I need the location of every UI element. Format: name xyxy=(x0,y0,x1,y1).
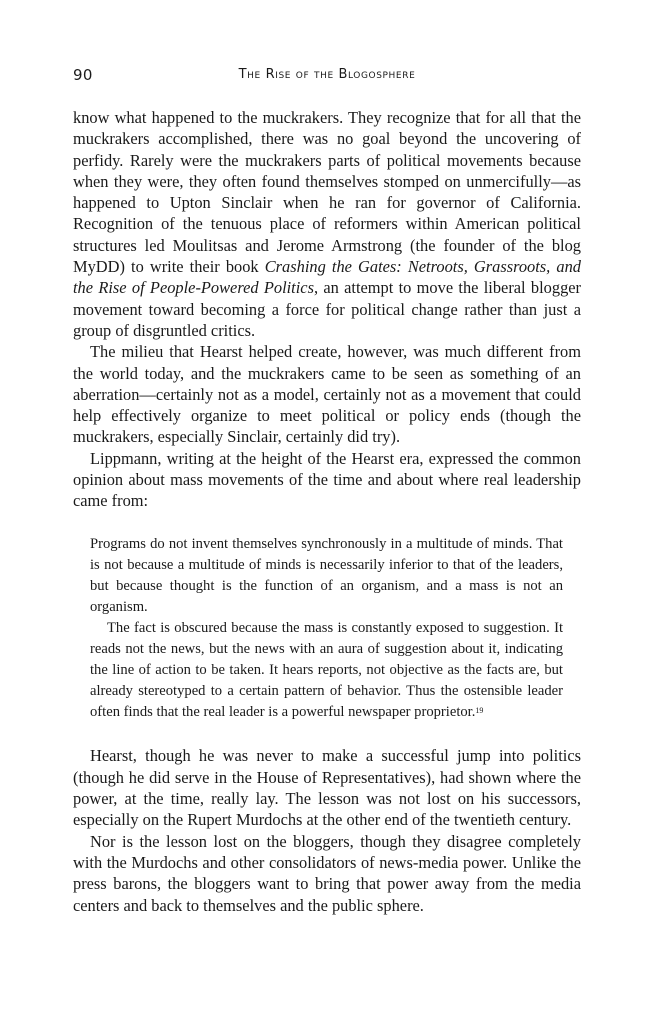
paragraph-1-text-end: , an attempt to move the liberal blogger movement toward becoming a force for political change rather than just a group of disgruntled critics. xyxy=(73,278,581,340)
quote-paragraph-2-text: The fact is obscured because the mass is constantly exposed to suggestion. It reads not the news, but the news with an aura of suggestion about it, indicating the line of action to be taken. It hears reports, not objective as the facts are, but already stereotyped to a certain pattern of behavior. Thus the ostensible leader often finds that the real leader is a powerful newspaper proprietor. xyxy=(90,620,563,721)
paragraph-1 xyxy=(73,107,581,341)
page-number: 90 xyxy=(73,66,93,84)
footnote-marker: 19 xyxy=(475,706,484,716)
paragraph-1-text: know what happened to the muckrakers. They recognize that for all that the muckrakers accomplished, there was no goal beyond the uncovering of perfidy. Rarely were the muckrakers parts of political movements because when they were, they often found themselves stomped on unmercifully—as happened to Upton Sinclair when he ran for governor of California. Recognition of the tenuous place of reformers within American political structures led Moulitsas and Jerome Armstrong (the founder of the blog MyDD) to write their book xyxy=(73,108,581,277)
quote-paragraph-2 xyxy=(90,618,563,723)
block-quote xyxy=(90,534,563,724)
paragraph-5: Nor is the lesson lost on the bloggers, though they disagree completely with the Murdochs and other consolidators of news-media power. Unlike the press barons, the bloggers want to bring that power away from the media centers and back to themselves and the public sphere. xyxy=(73,831,581,915)
paragraph-3: Lippmann, writing at the height of the Hearst era, expressed the common opinion about mass movements of the time and about where real leadership came from: xyxy=(73,448,581,511)
book-title: Crashing the Gates: Netroots, Grassroots, and the Rise of People-Powered Politics xyxy=(73,257,581,298)
page-header xyxy=(73,66,581,88)
page-body xyxy=(73,107,581,916)
quote-paragraph-1: Programs do not invent themselves synchronously in a multitude of minds. That is not because a multitude of minds is necessarily inferior to that of the leaders, but because thought is the function of an organism, and a mass is not an organism. xyxy=(90,535,563,615)
paragraph-4: Hearst, though he was never to make a successful jump into politics (though he did serve in the House of Representatives), had shown where the power, at the time, really lay. The lesson was not lost on his successors, especially on the Rupert Murdochs at the other end of the twentieth century. xyxy=(73,746,581,830)
running-title: The Rise of the Blogosphere xyxy=(238,67,416,82)
paragraph-2: The milieu that Hearst helped create, however, was much different from the world today, and the muckrakers came to be seen as something of an aberration—certainly not as a model, certainly not as a movement that could help effectively organize to meet political or policy ends (though the muckrakers, especially Sinclair, certainly did try). xyxy=(73,342,581,447)
